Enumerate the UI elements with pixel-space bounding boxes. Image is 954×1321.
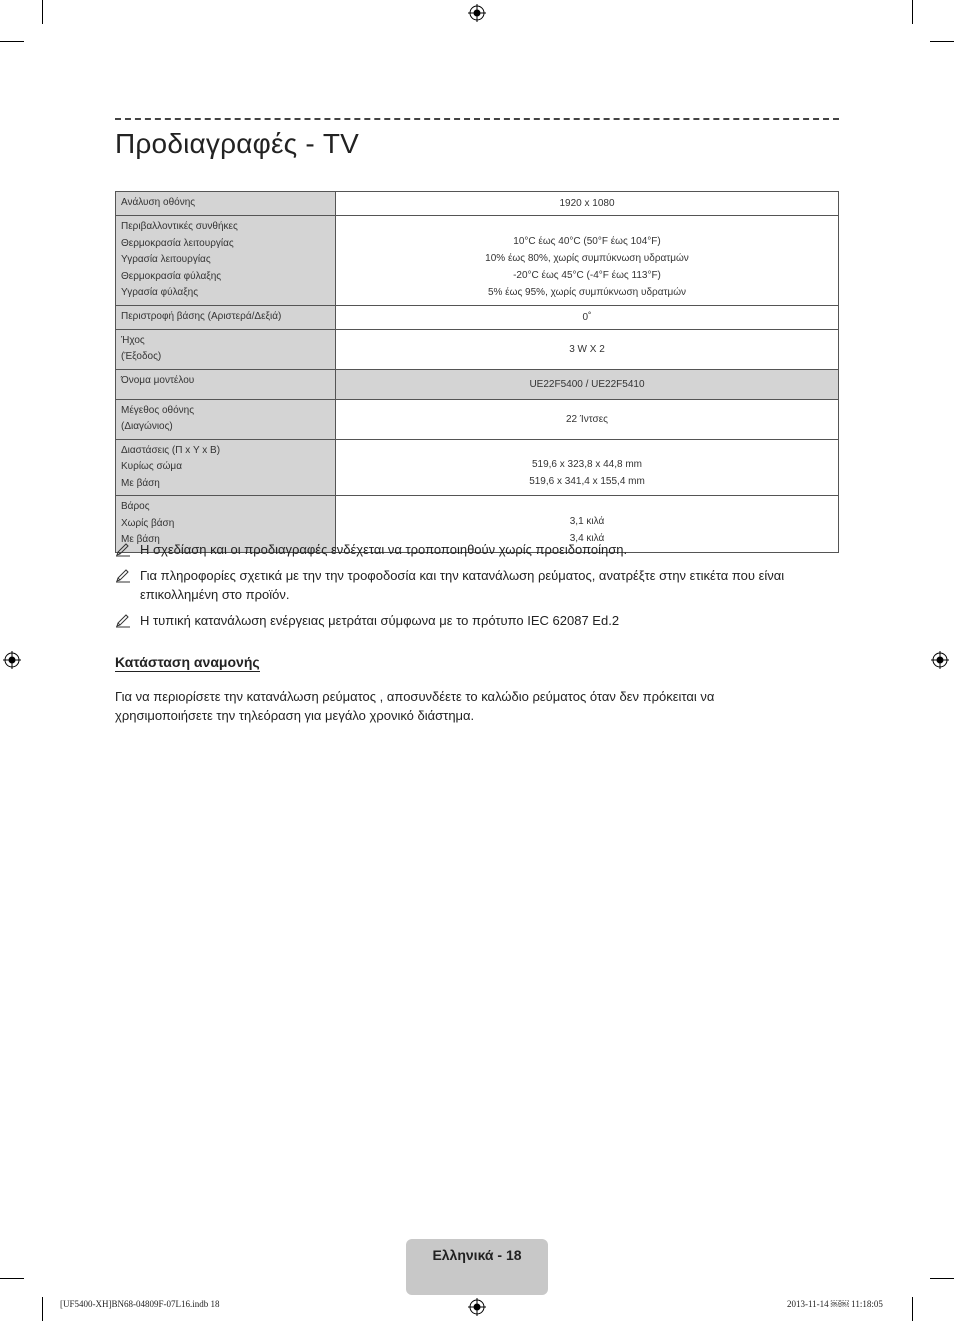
- note-item: [115, 566, 839, 604]
- crop-mark: [930, 41, 954, 42]
- pencil-note-icon: [115, 569, 131, 583]
- note-text: Για πληροφορίες σχετικά με την την τροφοδοσία και την κατανάλωση ρεύματος, ανατρέξτε στην ετικέτα που είναι επικολλημένη στο προϊόν.: [140, 568, 785, 602]
- spec-label: Ήχος: [121, 334, 145, 346]
- spec-value: 519,6 x 323,8 x 44,8 mm: [531, 459, 643, 471]
- crop-mark: [42, 0, 43, 24]
- crop-mark: [912, 1297, 913, 1321]
- spec-value: -20°C έως 45°C (-4°F έως 113°F): [513, 270, 661, 282]
- spec-row: [116, 305, 839, 329]
- crop-mark: [912, 0, 913, 24]
- spec-value: UE22F5400 / UE22F5410: [529, 378, 645, 390]
- spec-label-cell: [116, 369, 336, 399]
- spec-label-cell: [116, 399, 336, 439]
- spec-value-cell: [336, 305, 839, 329]
- spec-row: [116, 216, 839, 306]
- spec-value-cell: [336, 192, 839, 216]
- crop-mark: [930, 1278, 954, 1279]
- spec-label: Θερμοκρασία φύλαξης: [121, 270, 222, 282]
- spec-label: Κυρίως σώμα: [121, 461, 182, 472]
- spec-label: Με βάση: [121, 534, 160, 545]
- spec-label-cell: [116, 439, 336, 496]
- spec-label: Βάρος: [121, 501, 150, 512]
- spec-label: Περιστροφή βάσης (Αριστερά/Δεξιά): [121, 310, 282, 322]
- spec-label: Υγρασία φύλαξης: [121, 287, 199, 298]
- spec-value-cell: [336, 216, 839, 306]
- spec-value: 22 Ίντσες: [566, 413, 608, 425]
- registration-mark-icon: [3, 651, 21, 669]
- registration-mark-icon: [931, 651, 949, 669]
- spec-value: 1920 x 1080: [559, 198, 615, 209]
- crop-mark: [0, 1278, 24, 1279]
- spec-row: [116, 399, 839, 439]
- page-number-label: Ελληνικά - 18: [432, 1247, 522, 1263]
- spec-row: [116, 369, 839, 399]
- spec-value: 3,1 κιλά: [569, 515, 605, 527]
- print-timestamp: 2013-11-14 ￼￼ 11:18:05: [787, 1299, 883, 1309]
- spec-value-cell: [336, 369, 839, 399]
- note-text: Η τυπική κατανάλωση ενέργειας μετράται σύμφωνα με το πρότυπο IEC 62087 Ed.2: [140, 613, 620, 628]
- standby-paragraph: Για να περιορίσετε την κατανάλωση ρεύματος , αποσυνδέετε το καλώδιο ρεύματος όταν δεν πρόκειται να χρησιμοποιήσετε την τηλεόραση για μεγάλο χρονικό διάστημα.: [115, 689, 715, 723]
- spec-label: Διαστάσεις (Π x Υ x Β): [121, 444, 221, 456]
- dashed-divider: [115, 118, 839, 120]
- spec-value-cell: [336, 439, 839, 496]
- spec-label: (Έξοδος): [121, 351, 162, 362]
- file-slug: [UF5400-XH]BN68-04809F-07L16.indb 18: [60, 1299, 220, 1309]
- spec-value: 3,4 κιλά: [569, 532, 605, 544]
- registration-mark-icon: [468, 4, 486, 22]
- spec-label-cell: [116, 305, 336, 329]
- spec-label: Ανάλυση οθόνης: [121, 197, 196, 209]
- registration-mark-icon: [468, 1298, 486, 1316]
- note-item: [115, 611, 839, 630]
- spec-row: [116, 192, 839, 216]
- spec-value-cell: [336, 329, 839, 369]
- spec-label: (Διαγώνιος): [121, 421, 173, 432]
- spec-label: Χωρίς βάση: [121, 517, 175, 529]
- spec-value: 5% έως 95%, χωρίς συμπύκνωση υδρατμών: [487, 287, 687, 299]
- spec-label-cell: [116, 329, 336, 369]
- spec-label: Υγρασία λειτουργίας: [121, 254, 211, 265]
- spec-value: 10% έως 80%, χωρίς συμπύκνωση υδρατμών: [485, 253, 689, 265]
- standby-heading: Κατάσταση αναμονής: [115, 654, 260, 670]
- spec-label-cell: [116, 192, 336, 216]
- spec-label-cell: [116, 216, 336, 306]
- pencil-note-icon: [115, 614, 131, 628]
- spec-row: [116, 439, 839, 496]
- spec-label: Μέγεθος οθόνης: [121, 404, 195, 416]
- spec-value-cell: [336, 399, 839, 439]
- spec-row: [116, 329, 839, 369]
- spec-value: 3 W X 2: [569, 343, 605, 355]
- note-text: Η σχεδίαση και οι προδιαγραφές ενδέχεται να τροποποιηθούν χωρίς προειδοποίηση.: [140, 542, 628, 557]
- crop-mark: [0, 41, 24, 42]
- page-title: Προδιαγραφές - TV: [115, 128, 360, 159]
- note-item: [115, 540, 839, 559]
- spec-label: Περιβαλλοντικές συνθήκες: [121, 221, 238, 232]
- spec-label: Θερμοκρασία λειτουργίας: [121, 237, 234, 249]
- spec-label: Όνομα μοντέλου: [121, 374, 195, 386]
- spec-value: 0˚: [582, 311, 592, 323]
- notes-list: [115, 540, 839, 637]
- spec-label: Με βάση: [121, 477, 160, 489]
- spec-value: 519,6 x 341,4 x 155,4 mm: [529, 476, 645, 488]
- spec-value: 10°C έως 40°C (50°F έως 104°F): [513, 236, 661, 248]
- spec-table: [115, 191, 839, 553]
- crop-mark: [42, 1297, 43, 1321]
- pencil-note-icon: [115, 543, 131, 557]
